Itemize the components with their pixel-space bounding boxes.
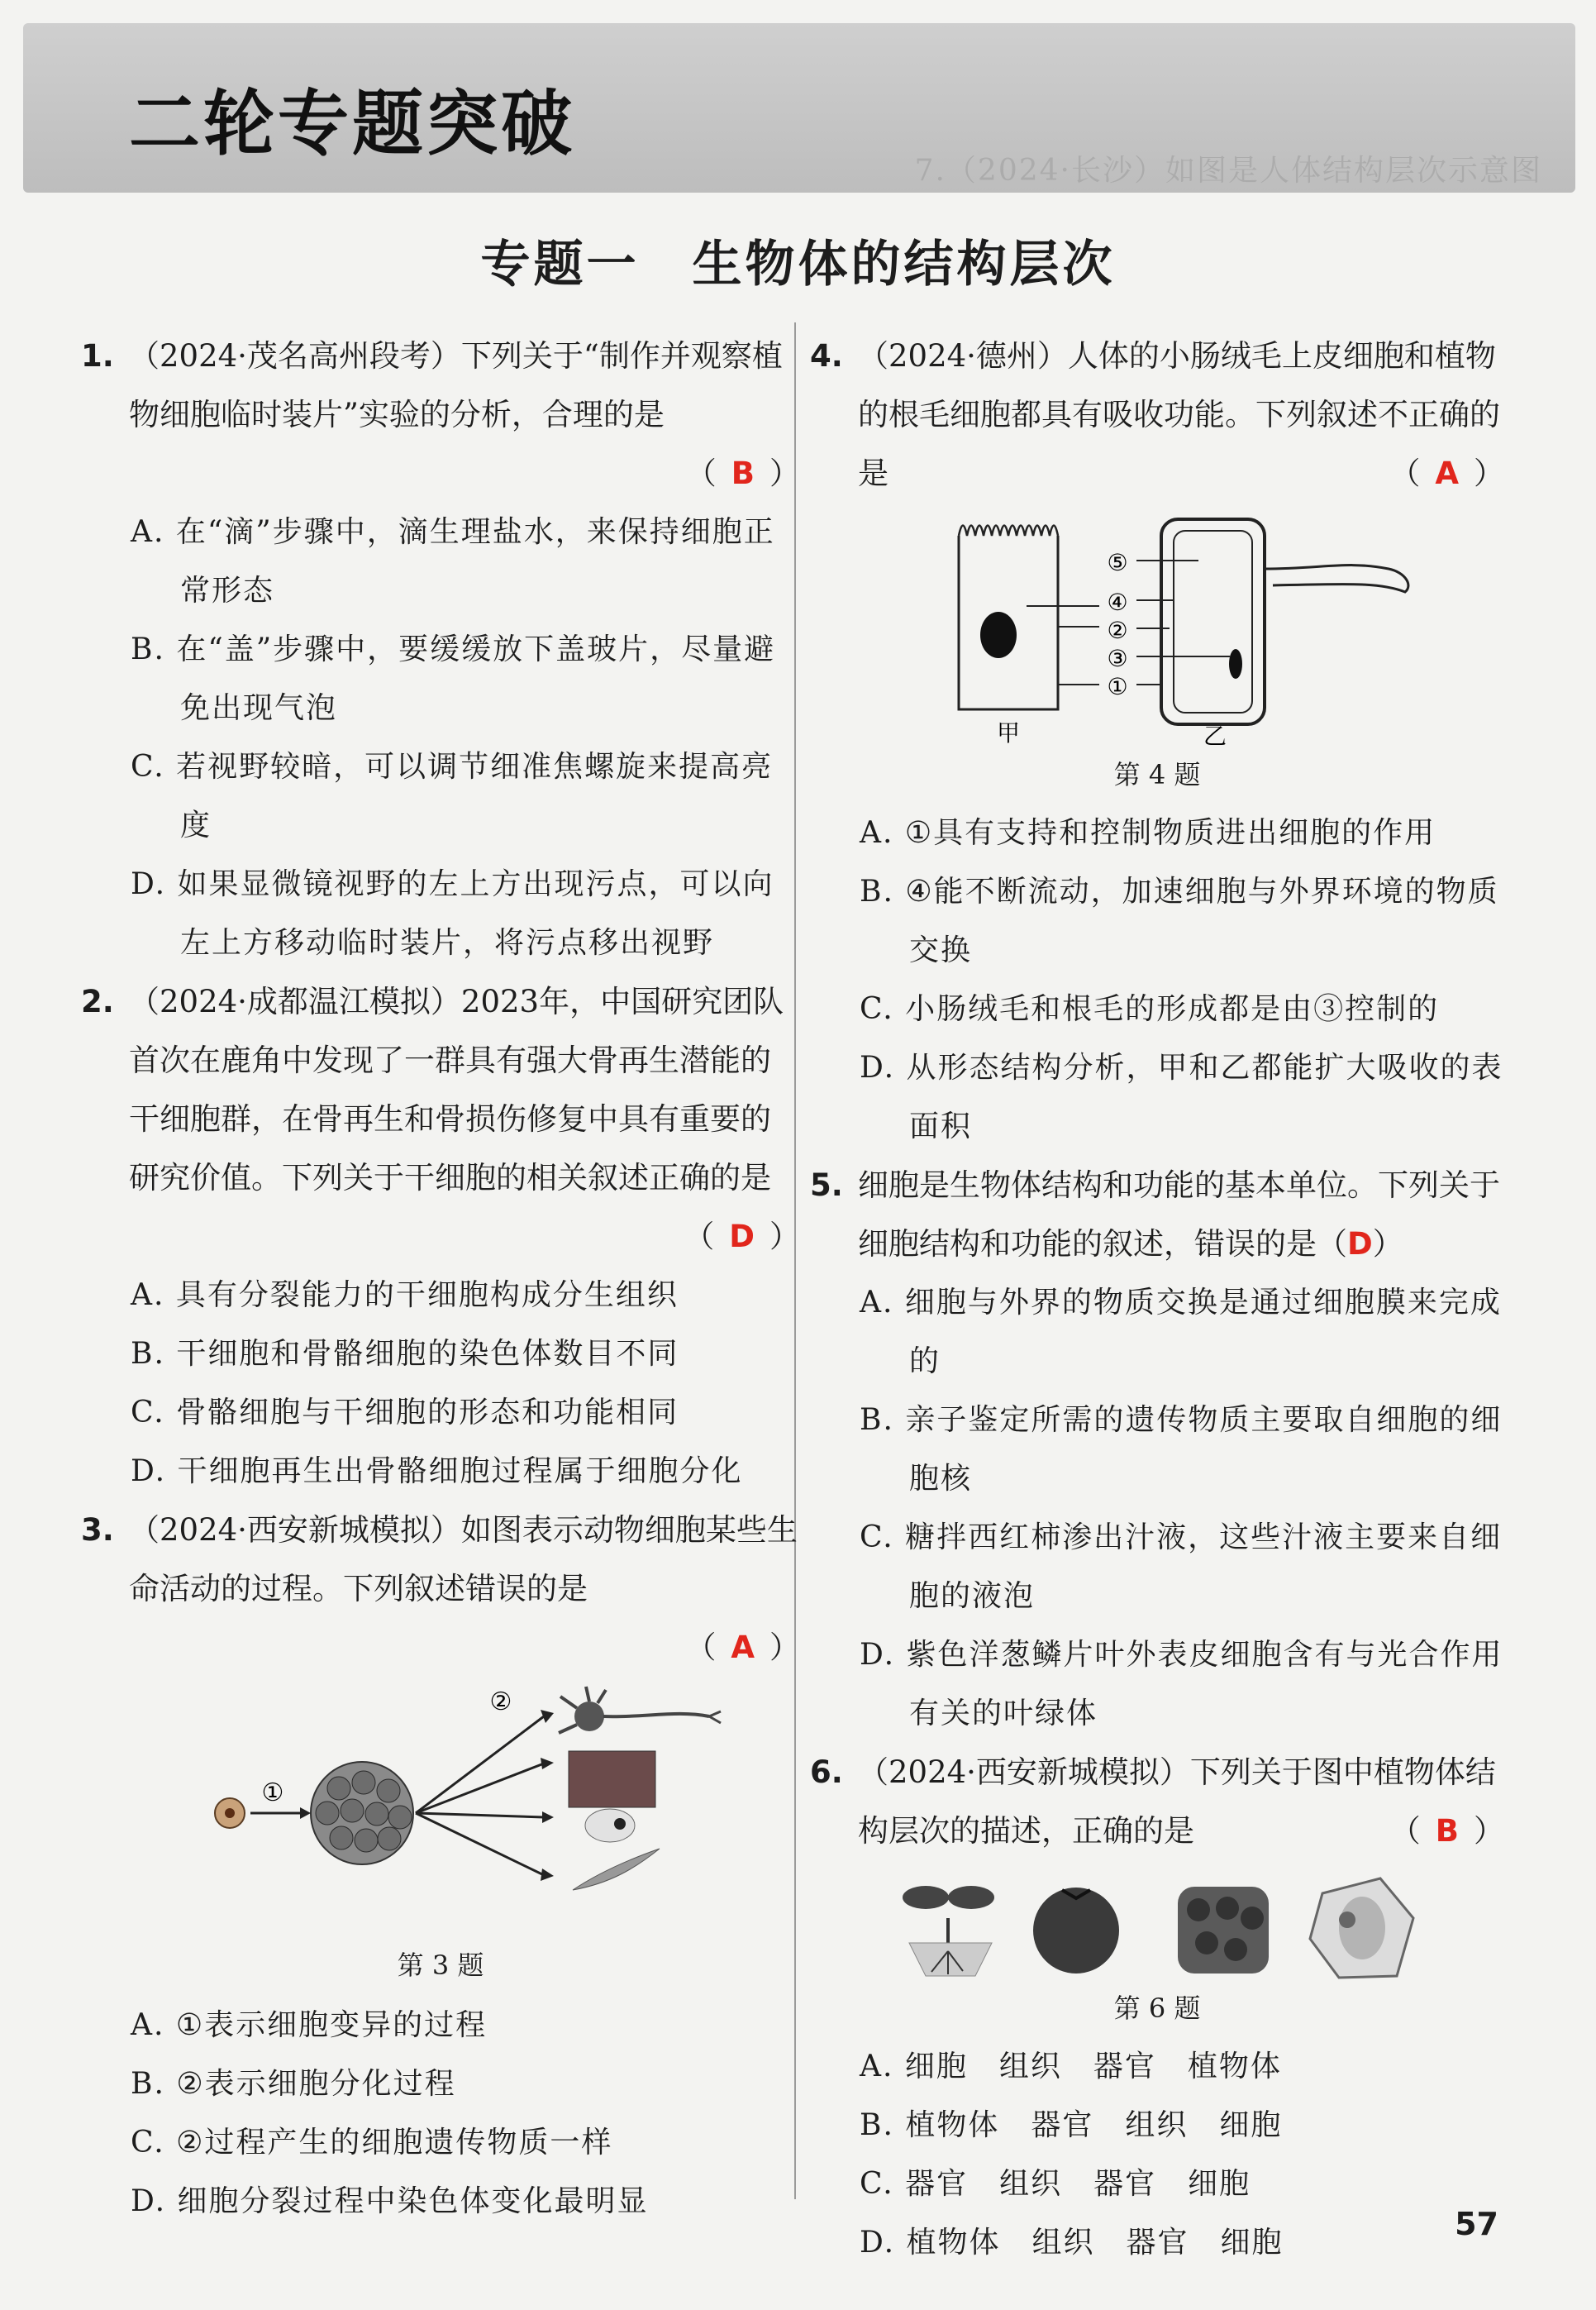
question-stem: （2024·西安新城模拟）如图表示动物细胞某些生命活动的过程。下列叙述错误的是 [129, 1512, 798, 1606]
label-3: ③ [1107, 645, 1128, 672]
option-c: C. 骨骼细胞与干细胞的形态和功能相同 [131, 1396, 679, 1429]
question-number: 6. [810, 1754, 843, 1790]
cell-cluster [311, 1762, 413, 1864]
question-6 [810, 1743, 1504, 2272]
label-jia: 甲 [996, 719, 1021, 747]
banner-ghost-text: 7.（2024·长沙）如图是人体结构层次示意图 [914, 154, 1542, 188]
label-2: ② [1107, 617, 1128, 644]
figure-plant-levels [810, 1860, 1504, 1984]
page-number: 57 [1455, 2206, 1498, 2242]
fat-cell-icon [585, 1809, 635, 1842]
label-1: ① [261, 1778, 284, 1807]
question-number: 4. [810, 338, 843, 374]
option-c: C. 器官 组织 器官 细胞 [860, 2167, 1251, 2201]
question-number: 3. [81, 1512, 114, 1548]
figure-caption: 第 4 题 [1113, 759, 1201, 790]
option-c: C. 若视野较暗，可以调节细准焦螺旋来提高亮度 [131, 750, 774, 842]
label-yi: 乙 [1203, 723, 1227, 750]
option-a: A. 细胞与外界的物质交换是通过细胞膜来完成的 [860, 1286, 1502, 1378]
answer-bracket: （ B ） [81, 444, 800, 503]
tomato-icon [1033, 1888, 1119, 1974]
question-stem: （2024·成都温江模拟）2023年，中国研究团队首次在鹿角中发现了一群具有强大骨再生潜能的干细胞群，在骨再生和骨损伤修复中具有重要的研究价值。下列关于干细胞的相关叙述正确的是 [129, 984, 784, 1196]
label-2: ② [489, 1687, 512, 1716]
figure-cell-differentiation [81, 1677, 800, 1941]
question-1 [81, 327, 800, 972]
answer-bracket: （ A ） [81, 1618, 800, 1677]
banner-title: 二轮专题突破 [129, 83, 575, 165]
question-stem: （2024·西安新城模拟）下列关于图中植物体结构层次的描述，正确的是 [858, 1754, 1496, 1849]
question-2 [81, 972, 800, 1501]
question-3 [81, 1501, 800, 2231]
option-d: D. 细胞分裂过程中染色体变化最明显 [131, 2184, 649, 2218]
figure-caption: 第 3 题 [397, 1950, 484, 1981]
villus-cell-jia [959, 526, 1058, 710]
label-1: ① [1107, 673, 1128, 700]
blood-cells-icon [569, 1751, 655, 1807]
label-4: ④ [1107, 589, 1128, 616]
figure-caption: 第 6 题 [1113, 1993, 1201, 2024]
answer-mark: A [1435, 456, 1459, 491]
answer-bracket: （ D ） [81, 1207, 800, 1266]
option-a: A. ①表示细胞变异的过程 [131, 2008, 488, 2042]
option-b: B. ④能不断流动，加速细胞与外界环境的物质交换 [860, 875, 1499, 967]
question-5: 5. 细胞是生物体结构和功能的基本单位。下列关于细胞结构和功能的叙述，错误的是（D） A. 细胞与外界的物质交换是通过细胞膜来完成的 B. 亲子鉴定所需的遗传物质主要取自细胞的细胞核 C. 糖拌西红柿渗出汁液，这些汁液主要来自细胞的液泡 D. 紫色洋葱鳞片叶外表皮细胞含有与光合作用有关的叶绿体 [810, 1156, 1504, 1743]
answer-mark: B [1435, 1813, 1459, 1849]
question-number: 2. [81, 984, 114, 1019]
option-d: D. 如果显微镜视野的左上方出现污点，可以向左上方移动临时装片，将污点移出视野 [131, 867, 774, 960]
option-c: C. ②过程产生的细胞遗传物质一样 [131, 2126, 613, 2160]
option-b: B. ②表示细胞分化过程 [131, 2067, 456, 2101]
nucleus-dot [225, 1808, 235, 1818]
muscle-cell-icon [573, 1849, 660, 1890]
figure-absorptive-cells [810, 503, 1504, 751]
plant-icon [903, 1886, 994, 1976]
topic-title: 专题一 生物体的结构层次 [480, 236, 1116, 294]
header-banner [23, 23, 1575, 193]
option-b: B. 亲子鉴定所需的遗传物质主要取自细胞的细胞核 [860, 1403, 1503, 1496]
option-b: B. 植物体 器官 组织 细胞 [860, 2108, 1283, 2142]
question-stem: （2024·茂名高州段考）下列关于“制作并观察植物细胞临时装片”实验的分析，合理的是 [129, 338, 783, 432]
branch-arrows [416, 1716, 544, 1875]
question-number: 1. [81, 338, 114, 374]
plant-cell-icon [1310, 1878, 1413, 1978]
option-b: B. 干细胞和骨骼细胞的染色体数目不同 [131, 1337, 679, 1371]
option-a: A. ①具有支持和控制物质进出细胞的作用 [860, 816, 1436, 850]
option-a: A. 具有分裂能力的干细胞构成分生组织 [131, 1278, 679, 1312]
question-stem: （2024·德州）人体的小肠绒毛上皮细胞和植物的根毛细胞都具有吸收功能。下列叙述不正确的是 [858, 338, 1500, 491]
option-c: C. 糖拌西红柿渗出汁液，这些汁液主要来自细胞的液泡 [860, 1520, 1503, 1613]
left-column [81, 327, 800, 2231]
answer-mark: D [729, 1219, 755, 1254]
tissue-icon [1178, 1887, 1269, 1974]
question-stem: 细胞是生物体结构和功能的基本单位。下列关于细胞结构和功能的叙述，错误的是 [858, 1167, 1500, 1262]
option-c: C. 小肠绒毛和根毛的形成都是由③控制的 [860, 992, 1440, 1026]
option-d: D. 植物体 组织 器官 细胞 [860, 2226, 1284, 2260]
question-number: 5. [810, 1167, 843, 1203]
answer-bracket: （ B ） [810, 1802, 1504, 1860]
answer-bracket: （ A ） [810, 444, 1504, 503]
right-column [810, 327, 1504, 2272]
question-4 [810, 327, 1504, 1156]
option-b: B. 在“盖”步骤中，要缓缓放下盖玻片，尽量避免出现气泡 [131, 632, 776, 725]
option-a: A. 在“滴”步骤中，滴生理盐水，来保持细胞正常形态 [131, 515, 775, 608]
option-d: D. 紫色洋葱鳞片叶外表皮细胞含有与光合作用有关的叶绿体 [860, 1638, 1503, 1730]
option-a: A. 细胞 组织 器官 植物体 [860, 2050, 1282, 2083]
answer-mark: A [731, 1630, 755, 1665]
answer-mark: D [1347, 1226, 1373, 1262]
option-d: D. 干细胞再生出骨骼细胞过程属于细胞分化 [131, 1454, 743, 1488]
root-hair-cell-yi [1161, 519, 1408, 724]
answer-mark: B [731, 456, 755, 491]
option-d: D. 从形态结构分析，甲和乙都能扩大吸收的表面积 [860, 1051, 1503, 1143]
neuron-icon [559, 1687, 721, 1733]
label-5: ⑤ [1107, 549, 1128, 576]
